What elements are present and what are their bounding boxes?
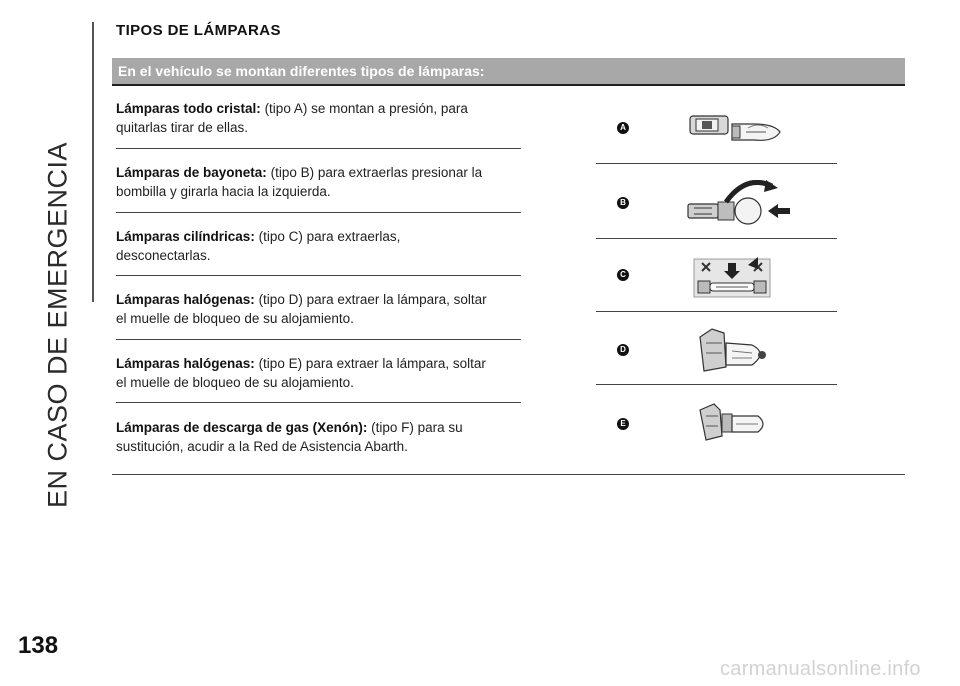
lamp-entry-c (116, 227, 506, 265)
lamp-entry-desc-cont: desconectarlas. (116, 248, 211, 263)
lamp-entry-desc: (tipo B) para extraerlas presionar la (270, 165, 483, 180)
lamp-entry-f (116, 418, 506, 456)
lamp-entry-d (116, 290, 506, 328)
lamp-entry-desc: (tipo C) para extraerlas, (258, 229, 401, 244)
lamp-label-d: D (617, 344, 629, 356)
halogen-bulb-d-icon (696, 325, 772, 379)
table-bottom-rule (112, 474, 905, 475)
lamp-label-a: A (617, 122, 629, 134)
entry-divider (116, 275, 521, 276)
illustration-divider (596, 311, 837, 312)
lamp-entry-desc: (tipo D) para extraer la lámpara, soltar (258, 292, 487, 307)
lamp-entry-desc: (tipo E) para extraer la lámpara, soltar (258, 356, 486, 371)
lamp-label-c: C (617, 269, 629, 281)
entry-divider (116, 148, 521, 149)
section-title: TIPOS DE LÁMPARAS (116, 22, 281, 39)
all-glass-bulb-icon (688, 108, 788, 150)
halogen-bulb-e-icon (696, 400, 772, 446)
lamp-entry-desc: (tipo F) para su (371, 420, 463, 435)
lamp-entry-term: Lámparas todo cristal: (116, 101, 261, 116)
side-divider (92, 22, 94, 302)
page-number: 138 (18, 632, 59, 659)
entry-divider (116, 402, 521, 403)
lamp-entry-b (116, 163, 506, 201)
lamp-entry-term: Lámparas de descarga de gas (Xenón): (116, 420, 368, 435)
entry-divider (116, 212, 521, 213)
watermark: carmanualsonline.info (720, 658, 921, 680)
lamp-entry-term: Lámparas cilíndricas: (116, 229, 255, 244)
lamp-entry-desc-cont: bombilla y girarla hacia la izquierda. (116, 184, 331, 199)
lamp-label-b: B (617, 197, 629, 209)
lamp-entry-e (116, 354, 506, 392)
illustration-divider (596, 384, 837, 385)
lamp-entry-desc: (tipo A) se montan a presión, para (264, 101, 468, 116)
lamp-entry-desc-cont: sustitución, acudir a la Red de Asistencia Abarth. (116, 439, 408, 454)
bayonet-bulb-icon (686, 180, 796, 230)
lamp-entry-desc-cont: el muelle de bloqueo de su alojamiento. (116, 375, 354, 390)
illustration-divider (596, 163, 837, 164)
lamp-entry-desc-cont: el muelle de bloqueo de su alojamiento. (116, 311, 354, 326)
intro-banner (112, 58, 905, 86)
illustration-divider (596, 238, 837, 239)
entry-divider (116, 339, 521, 340)
lamp-entry-term: Lámparas de bayoneta: (116, 165, 267, 180)
lamp-entry-a (116, 99, 506, 137)
lamp-entry-term: Lámparas halógenas: (116, 356, 255, 371)
intro-banner-text: En el vehículo se montan diferentes tipos de lámparas: (118, 63, 485, 79)
cylindrical-bulb-icon (692, 255, 772, 301)
lamp-entry-term: Lámparas halógenas: (116, 292, 255, 307)
lamp-entry-desc-cont: quitarlas tirar de ellas. (116, 120, 249, 135)
chapter-side-title-text: EN CASO DE EMERGENCIA (42, 141, 73, 509)
lamp-label-e: E (617, 418, 629, 430)
